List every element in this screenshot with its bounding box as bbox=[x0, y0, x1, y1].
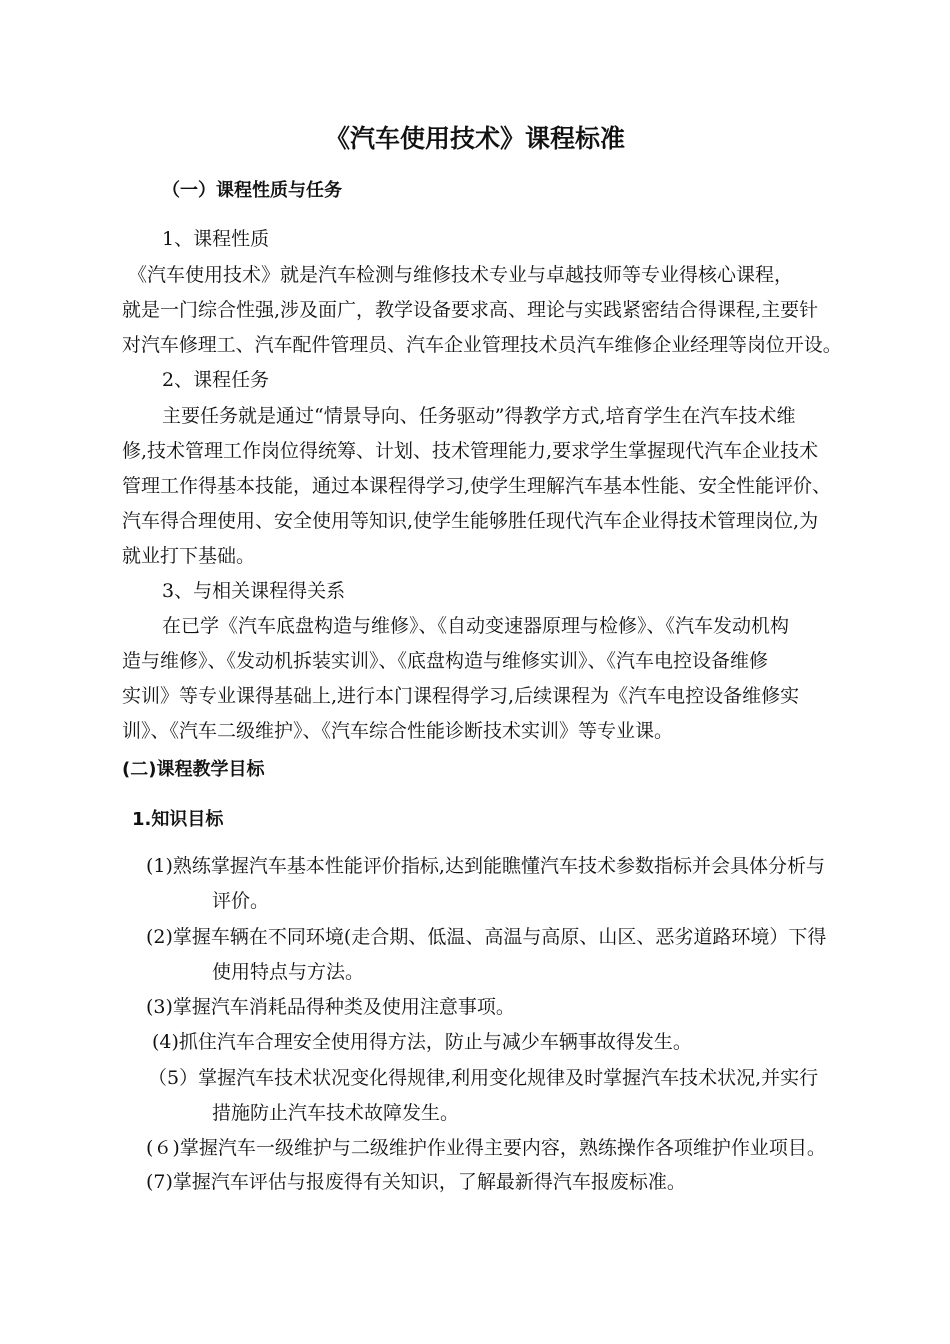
objective-item: 使用特点与方法。 bbox=[212, 961, 365, 983]
section2-heading: (二)课程教学目标 bbox=[122, 759, 265, 780]
paragraph-line: 就业打下基础。 bbox=[122, 545, 256, 567]
paragraph-line: 《汽车使用技术》就是汽车检测与维修技术专业与卓越技师等专业得核心课程， bbox=[128, 264, 794, 286]
objective-item: (2)掌握车辆在不同环境(走合期、低温、高温与高原、山区、恶劣道路环境）下得 bbox=[146, 926, 827, 948]
paragraph-line: 主要任务就是通过“情景导向、任务驱动”得教学方式,培育学生在汽车技术维 bbox=[162, 405, 796, 427]
section2-sub1-heading: 1.知识目标 bbox=[132, 809, 224, 830]
objective-item: (６)掌握汽车一级维护与二级维护作业得主要内容，熟练操作各项维护作业项目。 bbox=[146, 1137, 826, 1159]
section1-heading: （一）课程性质与任务 bbox=[162, 180, 342, 201]
objective-item: 评价。 bbox=[212, 890, 270, 912]
paragraph-line: 训》、《汽车二级维护》、《汽车综合性能诊断技术实训》等专业课。 bbox=[122, 720, 674, 742]
objective-item: （5）掌握汽车技术状况变化得规律,利用变化规律及时掌握汽车技术状况,并实行 bbox=[148, 1067, 819, 1089]
section1-sub2-heading: 2、课程任务 bbox=[162, 369, 270, 391]
section1-sub3-heading: 3、与相关课程得关系 bbox=[162, 580, 346, 602]
objective-item: (4)抓住汽车合理安全使用得方法，防止与减少车辆事故得发生。 bbox=[152, 1031, 692, 1053]
section1-sub1-heading: 1、课程性质 bbox=[162, 228, 270, 250]
paragraph-line: 造与维修》、《发动机拆装实训》、《底盘构造与维修实训》、《汽车电控设备维修 bbox=[122, 650, 769, 672]
objective-item: (1)熟练掌握汽车基本性能评价指标,达到能瞧懂汽车技术参数指标并会具体分析与 bbox=[146, 855, 825, 877]
paragraph-line: 在已学《汽车底盘构造与维修》、《自动变速器原理与检修》、《汽车发动机构 bbox=[162, 615, 790, 637]
objective-item: (3)掌握汽车消耗品得种类及使用注意事项。 bbox=[146, 996, 515, 1018]
objective-item: 措施防止汽车技术故障发生。 bbox=[212, 1102, 460, 1124]
objective-item: (7)掌握汽车评估与报废得有关知识，了解最新得汽车报废标准。 bbox=[146, 1171, 686, 1193]
paragraph-line: 修,技术管理工作岗位得统筹、计划、技术管理能力,要求学生掌握现代汽车企业技术 bbox=[122, 440, 819, 462]
document-title: 《汽车使用技术》课程标准 bbox=[324, 124, 625, 153]
paragraph-line: 就是一门综合性强,涉及面广，教学设备要求高、理论与实践紧密结合得课程,主要针 bbox=[122, 299, 819, 321]
paragraph-line: 实训》等专业课得基础上,进行本门课程得学习,后续课程为《汽车电控设备维修实 bbox=[122, 685, 800, 707]
paragraph-line: 对汽车修理工、汽车配件管理员、汽车企业管理技术员汽车维修企业经理等岗位开设。 bbox=[122, 334, 842, 356]
paragraph-line: 管理工作得基本技能，通过本课程得学习,使学生理解汽车基本性能、安全性能评价、 bbox=[122, 475, 832, 497]
paragraph-line: 汽车得合理使用、安全使用等知识,使学生能够胜任现代汽车企业得技术管理岗位,为 bbox=[122, 510, 819, 532]
